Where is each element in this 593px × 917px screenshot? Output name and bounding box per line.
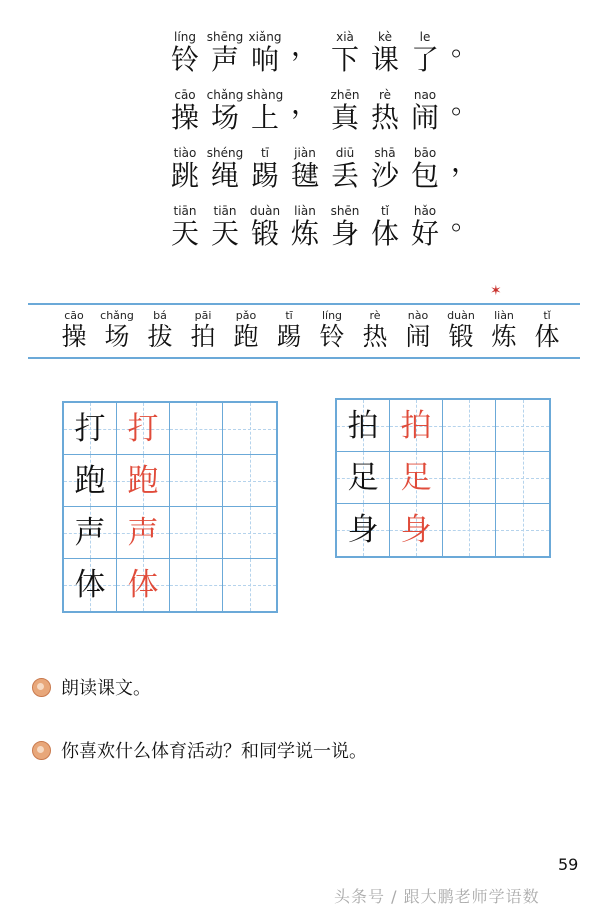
poem-char xyxy=(165,204,205,250)
poem-char xyxy=(405,146,445,192)
grid-cell xyxy=(117,455,170,507)
hanzi: 下 xyxy=(330,43,359,76)
hanzi: 响 xyxy=(250,43,279,76)
model-char: 足 xyxy=(347,460,379,496)
poem-char xyxy=(325,146,365,192)
grid-cell xyxy=(170,403,223,455)
page-number: 59 xyxy=(558,855,579,874)
vocab-item xyxy=(226,309,266,352)
hanzi: 热 xyxy=(362,322,388,351)
poem-char xyxy=(245,88,285,134)
grid-cell xyxy=(223,559,276,611)
trace-char: 打 xyxy=(127,411,159,447)
poem-char xyxy=(245,204,285,250)
poem-char xyxy=(205,30,245,76)
poem-char xyxy=(365,204,405,250)
hanzi: 闹 xyxy=(405,322,431,351)
poem-char xyxy=(325,30,365,76)
trace-char: 身 xyxy=(400,512,432,548)
poem-char xyxy=(445,204,485,236)
pinyin: cāo xyxy=(174,88,196,102)
hanzi: 铃 xyxy=(319,322,345,351)
task-discuss-text: 你喜欢什么体育活动？和同学说一说。 xyxy=(61,741,367,762)
hanzi: 跳 xyxy=(170,159,199,192)
pinyin: liàn xyxy=(494,309,514,322)
pinyin: xià xyxy=(336,30,354,44)
orange-circle-icon xyxy=(32,678,51,697)
hanzi: ， xyxy=(450,145,479,178)
poem-char xyxy=(245,146,285,192)
pinyin: rè xyxy=(378,88,392,102)
grid-cell xyxy=(223,507,276,559)
pinyin: le xyxy=(419,30,431,44)
grid-cell xyxy=(170,507,223,559)
pinyin: cāo xyxy=(64,309,84,322)
pinyin: shēn xyxy=(330,204,360,218)
pinyin: tǐ xyxy=(543,309,551,322)
hanzi: 丢 xyxy=(330,159,359,192)
pinyin: hǎo xyxy=(413,204,437,218)
vocab-item xyxy=(54,309,94,352)
poem-char xyxy=(445,88,485,120)
model-char: 跑 xyxy=(74,463,106,499)
poem-char xyxy=(445,146,485,178)
hanzi: 沙 xyxy=(370,159,399,192)
model-char: 拍 xyxy=(347,408,379,444)
hanzi: 天 xyxy=(170,217,199,250)
poem-char xyxy=(245,30,285,76)
pinyin: pāi xyxy=(194,309,212,322)
pinyin: duàn xyxy=(249,204,281,218)
pinyin: líng xyxy=(174,30,196,44)
poem-char xyxy=(405,204,445,250)
pinyin: tiào xyxy=(173,146,197,160)
pinyin: nào xyxy=(407,309,429,322)
trace-char: 跑 xyxy=(127,463,159,499)
pinyin: shā xyxy=(374,146,396,160)
poem-char xyxy=(325,88,365,134)
pinyin: rè xyxy=(369,309,381,322)
pinyin: pǎo xyxy=(235,309,257,322)
grid-cell xyxy=(223,455,276,507)
vocabulary-band xyxy=(28,283,580,363)
pinyin: jiàn xyxy=(294,146,316,160)
model-char: 声 xyxy=(74,515,106,551)
hanzi: 铃 xyxy=(170,43,199,76)
pinyin: zhēn xyxy=(330,88,360,102)
hanzi: 课 xyxy=(370,43,399,76)
hanzi: 身 xyxy=(330,217,359,250)
grid-cell xyxy=(390,504,443,556)
pinyin: tiān xyxy=(173,204,197,218)
pinyin: tī xyxy=(285,309,293,322)
grid-cell xyxy=(496,504,549,556)
orange-circle-icon xyxy=(32,741,51,760)
poem-char xyxy=(405,30,445,76)
grid-cell xyxy=(117,403,170,455)
hanzi: 踢 xyxy=(250,159,279,192)
writing-grid-left xyxy=(62,401,278,613)
hanzi: 。 xyxy=(450,87,479,120)
poem-char xyxy=(205,204,245,250)
poem-char xyxy=(165,146,205,192)
pinyin: líng xyxy=(321,309,343,322)
hanzi: 真 xyxy=(330,101,359,134)
hanzi: 炼 xyxy=(491,322,517,351)
grid-cell xyxy=(64,403,117,455)
model-char: 体 xyxy=(74,567,106,603)
hanzi: 体 xyxy=(370,217,399,250)
poem-char xyxy=(285,146,325,192)
hanzi: 拍 xyxy=(190,322,216,351)
band-bottom-line xyxy=(28,357,580,359)
pinyin: xiǎng xyxy=(248,30,282,44)
red-star-mark-icon: ✶ xyxy=(490,283,502,299)
hanzi: 踢 xyxy=(276,322,302,351)
hanzi: 拔 xyxy=(147,322,173,351)
model-char: 身 xyxy=(347,512,379,548)
vocab-item xyxy=(312,309,352,352)
task-discuss xyxy=(32,740,367,764)
grid-cell xyxy=(443,504,496,556)
hanzi: 了 xyxy=(410,43,439,76)
watermark: 头条号 / 跟大鹏老师学语数 xyxy=(334,887,540,906)
pinyin: bāo xyxy=(413,146,437,160)
pinyin: duàn xyxy=(447,309,475,322)
grid-cell xyxy=(443,400,496,452)
poem-char xyxy=(205,146,245,192)
pinyin: chǎng xyxy=(206,88,244,102)
hanzi: ， xyxy=(290,29,319,62)
vocab-item xyxy=(269,309,309,352)
pinyin: shàng xyxy=(246,88,284,102)
pinyin: chǎng xyxy=(100,309,134,322)
poem-char xyxy=(165,88,205,134)
poem-char xyxy=(165,30,205,76)
grid-cell xyxy=(390,400,443,452)
grid-cell xyxy=(117,507,170,559)
poem-char xyxy=(285,88,325,120)
vocab-item xyxy=(398,309,438,352)
grid-cell xyxy=(223,403,276,455)
pinyin: bá xyxy=(153,309,167,322)
band-top-line xyxy=(28,303,580,305)
hanzi: 好 xyxy=(410,217,439,250)
vocab-item xyxy=(527,309,567,352)
hanzi: 。 xyxy=(450,29,479,62)
pinyin: kè xyxy=(378,30,392,44)
hanzi: 毽 xyxy=(290,159,319,192)
hanzi: ， xyxy=(290,87,319,120)
poem-char xyxy=(205,88,245,134)
poem-char xyxy=(365,146,405,192)
grid-cell xyxy=(117,559,170,611)
hanzi: 操 xyxy=(61,322,87,351)
hanzi: 包 xyxy=(410,159,439,192)
grid-cell xyxy=(337,400,390,452)
vocab-item xyxy=(97,309,137,352)
pinyin: tiān xyxy=(213,204,237,218)
pinyin: shēng xyxy=(206,30,244,44)
hanzi: 绳 xyxy=(210,159,239,192)
hanzi: 声 xyxy=(210,43,239,76)
grid-cell xyxy=(390,452,443,504)
hanzi: 场 xyxy=(104,322,130,351)
hanzi: 热 xyxy=(370,101,399,134)
poem-char xyxy=(325,204,365,250)
trace-char: 声 xyxy=(127,515,159,551)
grid-cell xyxy=(64,507,117,559)
poem-char xyxy=(405,88,445,134)
pinyin: diū xyxy=(335,146,355,160)
trace-char: 拍 xyxy=(400,408,432,444)
pinyin: shéng xyxy=(206,146,244,160)
vocab-item xyxy=(441,309,481,352)
hanzi: 锻 xyxy=(250,217,279,250)
vocab-item xyxy=(183,309,223,352)
hanzi: 天 xyxy=(210,217,239,250)
vocab-item xyxy=(484,309,524,352)
trace-char: 足 xyxy=(400,460,432,496)
hanzi: 场 xyxy=(210,101,239,134)
hanzi: 操 xyxy=(170,101,199,134)
grid-cell xyxy=(443,452,496,504)
grid-cell xyxy=(337,452,390,504)
hanzi: 锻 xyxy=(448,322,474,351)
grid-cell xyxy=(496,452,549,504)
grid-cell xyxy=(337,504,390,556)
hanzi: 体 xyxy=(534,322,560,351)
writing-grid-right xyxy=(335,398,551,558)
task-read-text: 朗读课文。 xyxy=(61,678,151,699)
grid-cell xyxy=(64,455,117,507)
poem-char xyxy=(285,204,325,250)
poem-char xyxy=(445,30,485,62)
poem-char xyxy=(285,30,325,62)
pinyin: tī xyxy=(260,146,270,160)
pinyin: tǐ xyxy=(380,204,390,218)
trace-char: 体 xyxy=(127,567,159,603)
grid-cell xyxy=(64,559,117,611)
poem-char xyxy=(365,88,405,134)
pinyin: nao xyxy=(413,88,437,102)
vocab-item xyxy=(355,309,395,352)
hanzi: 上 xyxy=(250,101,279,134)
hanzi: 闹 xyxy=(410,101,439,134)
hanzi: 。 xyxy=(450,203,479,236)
grid-cell xyxy=(170,455,223,507)
hanzi: 炼 xyxy=(290,217,319,250)
model-char: 打 xyxy=(74,411,106,447)
vocab-item xyxy=(140,309,180,352)
poem-char xyxy=(365,30,405,76)
hanzi: 跑 xyxy=(233,322,259,351)
pinyin: liàn xyxy=(294,204,316,218)
grid-cell xyxy=(496,400,549,452)
grid-cell xyxy=(170,559,223,611)
task-read-aloud xyxy=(32,677,151,701)
